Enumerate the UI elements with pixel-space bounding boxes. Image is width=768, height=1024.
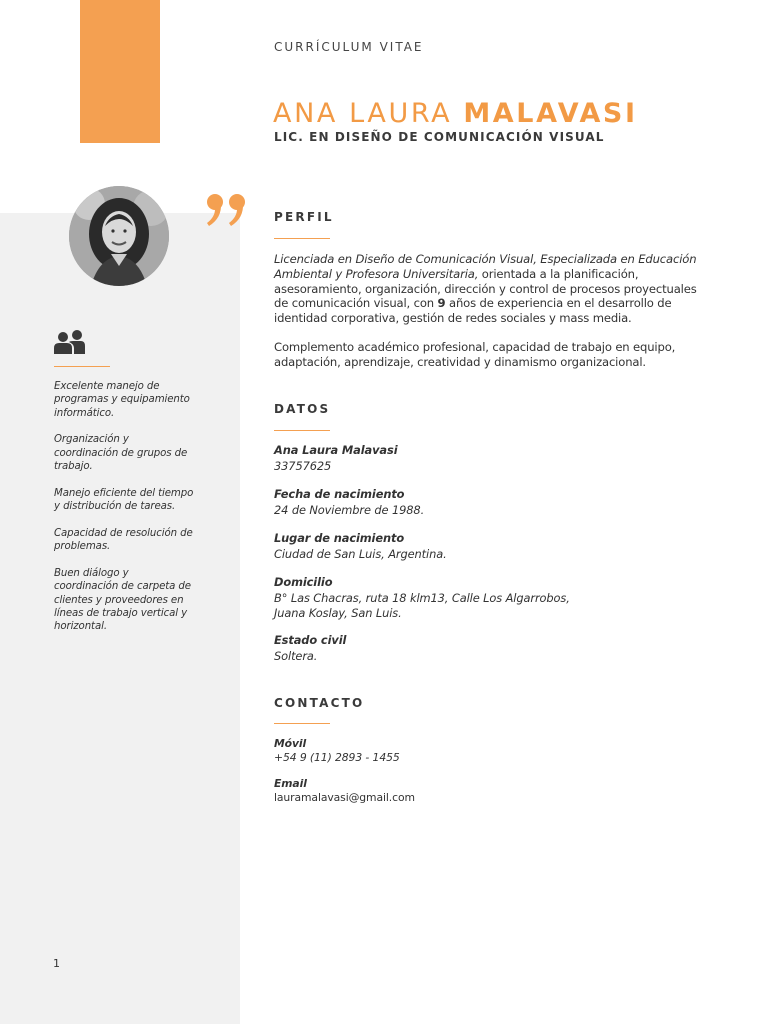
sidebar-divider: [54, 366, 110, 367]
data-birth-place: [274, 531, 714, 562]
data-birth-date: [274, 487, 714, 518]
data-civil-status: [274, 633, 714, 664]
profile-text: años de experiencia en el desarrollo de identidad corporativa, gestión de redes sociales y mass media.: [274, 296, 672, 326]
profile-text: orientada a la planificación, asesoramiento, organización, dirección y control de procesos proyectuales de comunicación visual, con: [274, 266, 697, 311]
field-label: Estado civil: [274, 633, 347, 647]
profile-intro: Licenciada en Diseño de Comunicación Visual, Especializada en Educación Ambiental y Profesora Universitaria,: [274, 252, 697, 281]
data-name-id: [274, 443, 714, 474]
field-label: Lugar de nacimiento: [274, 531, 405, 545]
profile-years: 9: [437, 296, 446, 311]
last-name: MALAVASI: [463, 98, 638, 129]
profile-photo: [69, 186, 169, 286]
section-heading-perfil: PERFIL: [274, 210, 334, 224]
professional-title: LIC. EN DISEÑO DE COMUNICACIÓN VISUAL: [274, 130, 605, 144]
skill-item: Capacidad de resolución de problemas.: [54, 527, 193, 553]
contact-email: [274, 777, 714, 805]
field-value: Juana Koslay, San Luis.: [274, 606, 402, 620]
profile-paragraph: [274, 252, 714, 326]
contact-phone: [274, 737, 714, 765]
data-address: [274, 575, 714, 622]
phone-number[interactable]: +54 9 (11) 2893 - 1455: [274, 751, 400, 764]
email-link[interactable]: lauramalavasi@gmail.com: [274, 791, 415, 804]
profile-summary: [274, 252, 714, 385]
field-label: Móvil: [274, 737, 307, 750]
skill-item: Excelente manejo de programas y equipamiento informático.: [54, 381, 190, 419]
profile-paragraph: Complemento académico profesional, capacidad de trabajo en equipo, adaptación, aprendizaje, creatividad y dinamismo organizacional.: [274, 340, 676, 370]
quote-icon: [205, 186, 249, 236]
skill-item: Organización y coordinación de grupos de trabajo.: [54, 434, 188, 472]
skills-list: [54, 380, 194, 647]
field-label: Fecha de nacimiento: [274, 487, 405, 501]
people-icon: [53, 330, 86, 354]
accent-bar: [80, 0, 160, 143]
section-heading-contacto: CONTACTO: [274, 696, 365, 710]
field-label: Domicilio: [274, 575, 333, 589]
field-label: Ana Laura Malavasi: [274, 443, 398, 457]
section-divider: [274, 430, 330, 431]
first-name: ANA LAURA: [273, 98, 453, 129]
person-name: [273, 98, 638, 129]
skill-item: Buen diálogo y coordinación de carpeta de clientes y proveedores en líneas de trabajo vertical y horizontal.: [54, 567, 191, 633]
field-value: Ciudad de San Luis, Argentina.: [274, 546, 447, 561]
section-heading-datos: DATOS: [274, 402, 331, 416]
field-value: B° Las Chacras, ruta 18 klm13, Calle Los Algarrobos,: [274, 590, 570, 605]
section-divider: [274, 723, 330, 724]
field-value: 33757625: [274, 458, 332, 473]
skill-item: Manejo eficiente del tiempo y distribución de tareas.: [54, 487, 194, 513]
field-label: Email: [274, 777, 307, 790]
field-value: 24 de Noviembre de 1988.: [274, 502, 425, 517]
page-number: 1: [53, 957, 60, 970]
document-label: CURRÍCULUM VITAE: [274, 40, 424, 54]
field-value: Soltera.: [274, 648, 318, 663]
section-divider: [274, 238, 330, 239]
